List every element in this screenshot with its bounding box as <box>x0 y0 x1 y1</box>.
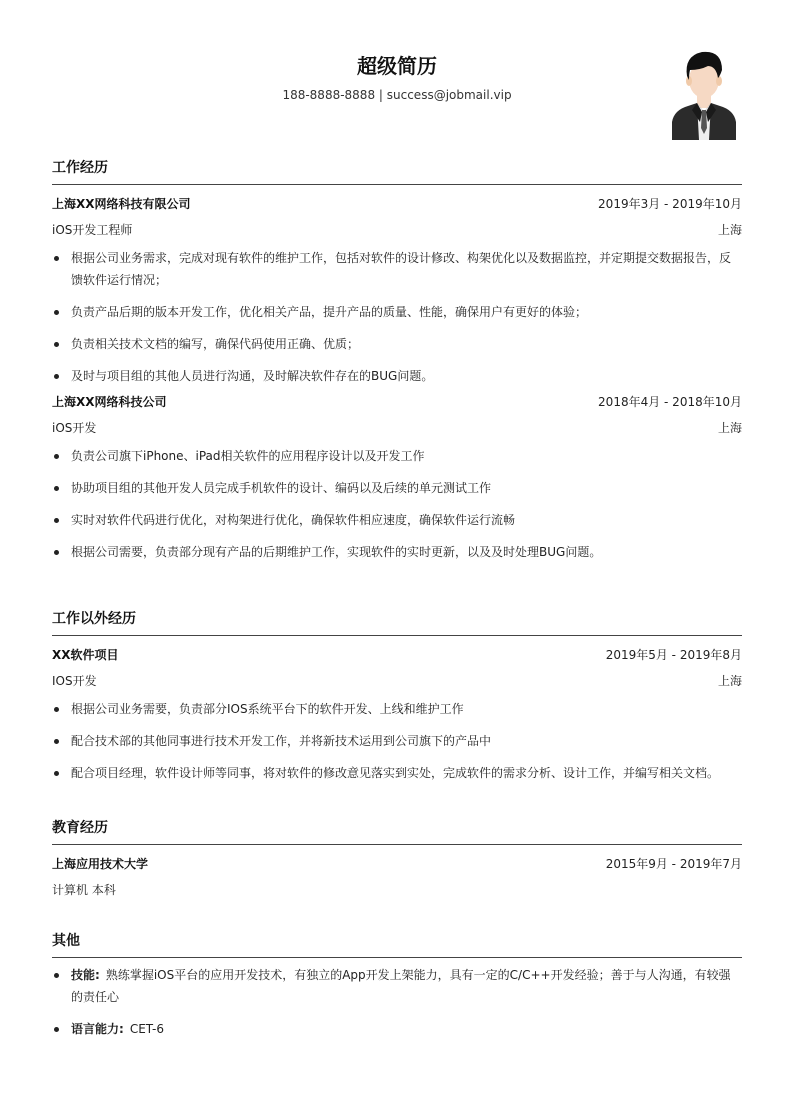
project-name: XX软件项目 <box>52 648 119 662</box>
section-divider <box>52 957 742 958</box>
company-name: 上海XX网络科技公司 <box>52 395 167 409</box>
section-title-extra: 工作以外经历 <box>52 611 136 627</box>
item-text: 熟练掌握iOS平台的应用开发技术，有独立的App开发上架能力，具有一定的C/C++开发经验；善于与人沟通，有较强的责任心 <box>71 968 731 1004</box>
location: 上海 <box>717 223 742 237</box>
school-name: 上海应用技术大学 <box>52 857 149 871</box>
section-education <box>52 817 742 903</box>
job-title: iOS开发工程师 <box>52 223 133 237</box>
date-range: 2019年5月 - 2019年8月 <box>605 648 742 662</box>
duty-item: 配合技术部的其他同事进行技术开发工作，并将新技术运用到公司旗下的产品中 <box>52 730 742 752</box>
entry-subheader <box>52 877 742 903</box>
entry-header <box>52 851 742 877</box>
item-label: 语言能力: <box>71 1022 124 1036</box>
duty-item: 协助项目组的其他开发人员完成手机软件的设计、编码以及后续的单元测试工作 <box>52 477 742 499</box>
entry-header <box>52 642 742 668</box>
duty-item: 负责产品后期的版本开发工作，优化相关产品，提升产品的质量、性能，确保用户有更好的体验； <box>52 301 742 323</box>
other-list <box>52 964 742 1040</box>
duty-item: 配合项目经理，软件设计师等同事，将对软件的修改意见落实到实处，完成软件的需求分析、设计工作，并编写相关文档。 <box>52 762 742 784</box>
duty-item: 根据公司业务需要，负责部分IOS系统平台下的软件开发、上线和维护工作 <box>52 698 742 720</box>
section-other <box>52 930 742 1050</box>
section-title-other: 其他 <box>52 933 80 949</box>
job-title: iOS开发 <box>52 421 97 435</box>
section-divider <box>52 635 742 636</box>
date-range: 2018年4月 - 2018年10月 <box>598 395 742 409</box>
entry-header <box>52 389 742 415</box>
duty-item: 及时与项目组的其他人员进行沟通，及时解决软件存在的BUG问题。 <box>52 365 742 387</box>
avatar-icon <box>670 48 738 140</box>
duty-list <box>52 445 742 563</box>
item-text: CET-6 <box>129 1022 164 1036</box>
duty-item: 根据公司需要，负责部分现有产品的后期维护工作，实现软件的实时更新，以及及时处理BUG问题。 <box>52 541 742 563</box>
duty-item: 负责相关技术文档的编写，确保代码使用正确、优质； <box>52 333 742 355</box>
item-label: 技能: <box>71 968 100 982</box>
section-divider <box>52 844 742 845</box>
other-item-language <box>52 1018 742 1040</box>
entry-subheader <box>52 668 742 694</box>
duty-item: 根据公司业务需求，完成对现有软件的维护工作，包括对软件的设计修改、构架优化以及数据监控，并定期提交数据报告，反馈软件运行情况； <box>52 247 742 291</box>
location: 上海 <box>717 421 742 435</box>
contact-info: 188-8888-8888 | success@jobmail.vip <box>282 88 512 102</box>
section-extra <box>52 608 742 794</box>
duty-list <box>52 698 742 784</box>
location: 上海 <box>717 674 742 688</box>
resume-title: 超级简历 <box>357 54 437 78</box>
resume-page <box>52 0 742 1107</box>
section-divider <box>52 184 742 185</box>
section-work <box>52 157 742 573</box>
duty-item: 负责公司旗下iPhone、iPad相关软件的应用程序设计以及开发工作 <box>52 445 742 467</box>
date-range: 2015年9月 - 2019年7月 <box>605 857 742 871</box>
section-title-work: 工作经历 <box>52 160 108 176</box>
date-range: 2019年3月 - 2019年10月 <box>598 197 742 211</box>
job-title: IOS开发 <box>52 674 97 688</box>
entry-subheader <box>52 217 742 243</box>
duty-list <box>52 247 742 387</box>
other-item-skills <box>52 964 742 1008</box>
company-name: 上海XX网络科技有限公司 <box>52 197 191 211</box>
duty-item: 实时对软件代码进行优化，对构架进行优化，确保软件相应速度，确保软件运行流畅 <box>52 509 742 531</box>
section-title-education: 教育经历 <box>52 820 108 836</box>
degree: 计算机 本科 <box>52 883 116 897</box>
entry-subheader <box>52 415 742 441</box>
resume-header <box>52 0 742 150</box>
entry-header <box>52 191 742 217</box>
